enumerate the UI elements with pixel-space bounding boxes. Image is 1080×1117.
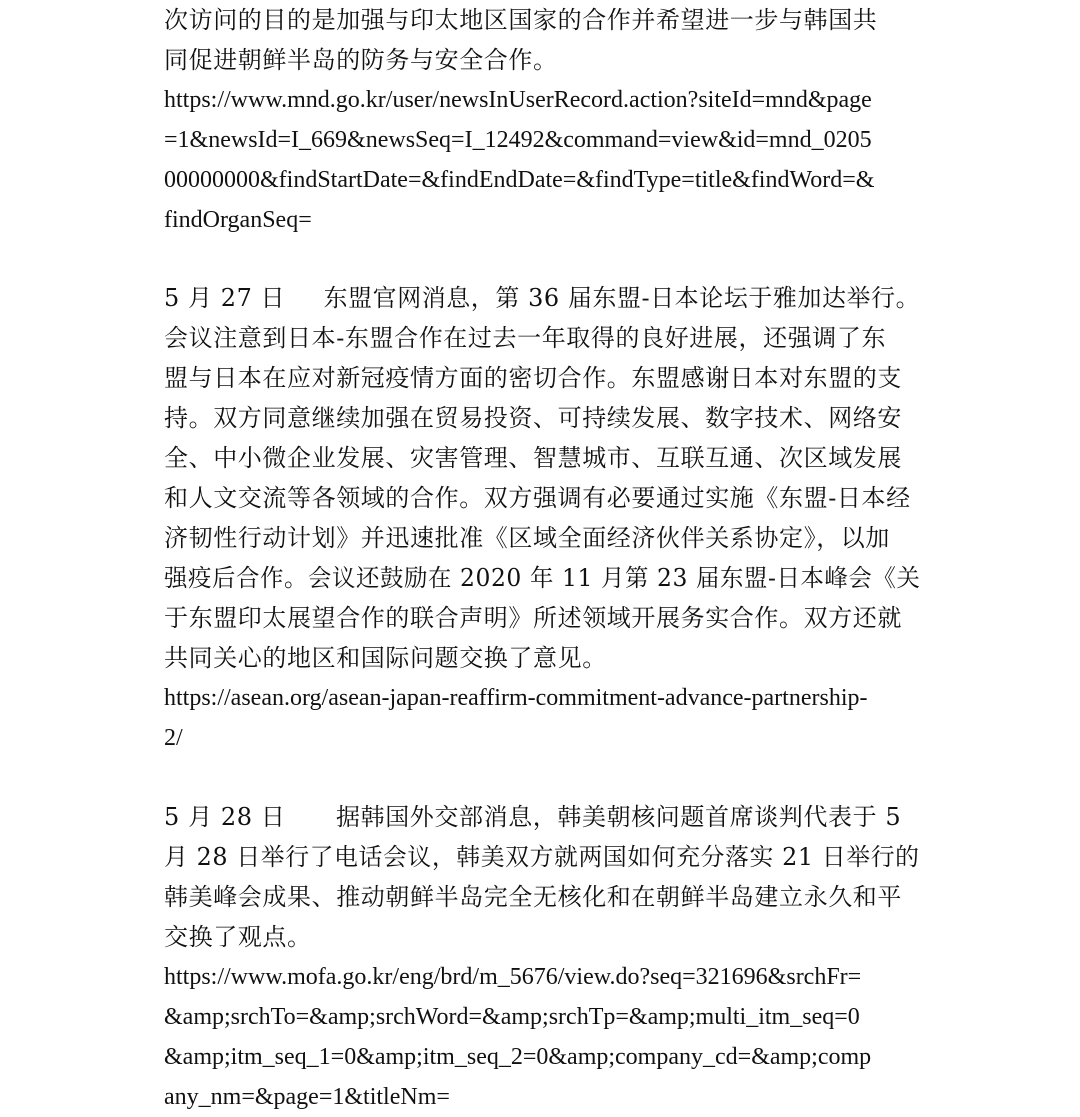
source-link[interactable]: https://www.mnd.go.kr/user/newsInUserRecord.action?siteId=mnd&page [164,87,872,113]
source-link[interactable]: 00000000&findStartDate=&findEndDate=&findType=title&findWord=& [164,167,875,193]
entry-date: 5 月 27 日 [164,284,286,312]
source-link[interactable]: =1&newsId=I_669&newsSeq=I_12492&command=view&id=mnd_0205 [164,127,872,153]
source-link[interactable]: &amp;srchTo=&amp;srchWord=&amp;srchTp=&amp;multi_itm_seq=0 [164,1004,860,1030]
entry-heading-line [164,797,901,837]
entry-first-line: 东盟官网消息，第 36 届东盟-日本论坛于雅加达举行。 [323,284,921,312]
text-line: 于东盟印太展望合作的联合声明》所述领域开展务实合作。双方还就 [164,604,902,632]
source-link[interactable]: any_nm=&page=1&titleNm= [164,1084,450,1110]
entry-heading-line [164,278,920,318]
text-line: 持。双方同意继续加强在贸易投资、可持续发展、数字技术、网络安 [164,404,902,432]
text-line: 交换了观点。 [164,923,312,951]
text-line: 济韧性行动计划》并迅速批准《区域全面经济伙伴关系协定》，以加 [164,524,890,552]
text-line: 盟与日本在应对新冠疫情方面的密切合作。东盟感谢日本对东盟的支 [164,364,902,392]
text-line: 共同关心的地区和国际问题交换了意见。 [164,644,607,672]
text-line: 月 28 日举行了电话会议，韩美双方就两国如何充分落实 21 日举行的 [164,843,920,871]
source-link[interactable]: &amp;itm_seq_1=0&amp;itm_seq_2=0&amp;company_cd=&amp;comp [164,1044,872,1070]
entry-date: 5 月 28 日 [164,803,286,831]
text-line: 次访问的目的是加强与印太地区国家的合作并希望进一步与韩国共 [164,6,878,34]
entry-first-line: 据韩国外交部消息，韩美朝核问题首席谈判代表于 5 [336,803,902,831]
text-line: 会议注意到日本-东盟合作在过去一年取得的良好进展，还强调了东 [164,324,887,352]
source-link[interactable]: https://www.mofa.go.kr/eng/brd/m_5676/view.do?seq=321696&srchFr= [164,964,862,990]
source-link[interactable]: 2/ [164,725,183,751]
text-line: 同促进朝鲜半岛的防务与安全合作。 [164,46,558,74]
text-line: 韩美峰会成果、推动朝鲜半岛完全无核化和在朝鲜半岛建立永久和平 [164,883,902,911]
text-line: 和人文交流等各领域的合作。双方强调有必要通过实施《东盟-日本经 [164,484,911,512]
source-link[interactable]: https://asean.org/asean-japan-reaffirm-commitment-advance-partnership- [164,685,868,711]
source-link[interactable]: findOrganSeq= [164,207,312,233]
text-line: 全、中小微企业发展、灾害管理、智慧城市、互联互通、次区域发展 [164,444,902,472]
text-line: 强疫后合作。会议还鼓励在 2020 年 11 月第 23 届东盟-日本峰会《关 [164,564,921,592]
